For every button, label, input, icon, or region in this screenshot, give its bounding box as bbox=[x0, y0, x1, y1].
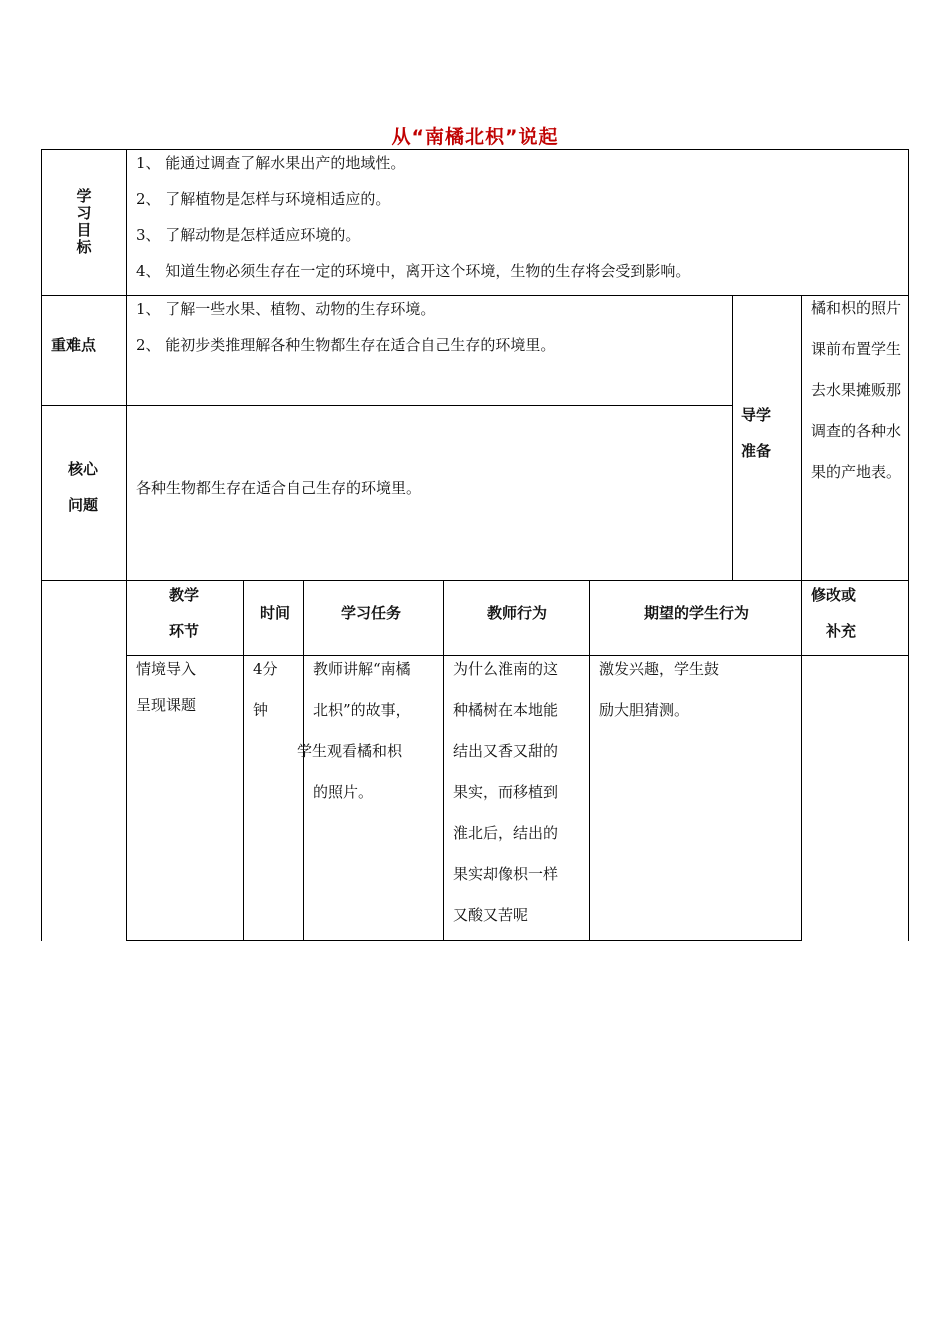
row-time: 钟 bbox=[253, 701, 269, 719]
row-teacher-line: 为什么淮南的这 bbox=[453, 660, 559, 678]
core-question-label: 问题 bbox=[68, 496, 99, 514]
row-teacher-line: 淮北后，结出的 bbox=[453, 824, 559, 842]
preparation-label: 准备 bbox=[741, 442, 772, 460]
objectives-label: 学习目标 bbox=[76, 187, 92, 256]
row-teacher-line: 果实却像枳一样 bbox=[453, 865, 559, 883]
core-question-text: 各种生物都生存在适合自己生存的环境里。 bbox=[136, 479, 422, 497]
row-student-line: 的照片。 bbox=[313, 783, 374, 801]
objective-item: 2、 了解植物是怎样与环境相适应的。 bbox=[136, 190, 391, 208]
core-question-label: 核心 bbox=[68, 460, 99, 478]
preparation-label: 导学 bbox=[741, 406, 772, 424]
key-point-item: 1、 了解一些水果、植物、动物的生存环境。 bbox=[136, 300, 436, 318]
objective-item: 3、 了解动物是怎样适应环境的。 bbox=[136, 226, 361, 244]
row-student-line: 学生观看橘和枳 bbox=[297, 742, 403, 760]
row-teacher-line: 结出又香又甜的 bbox=[453, 742, 559, 760]
header-teacher-actions: 教师行为 bbox=[487, 604, 548, 622]
row-teacher-line: 果实，而移植到 bbox=[453, 783, 559, 801]
row-stage: 情境导入 bbox=[136, 660, 197, 678]
row-teacher-line: 又酸又苦呢 bbox=[453, 906, 529, 924]
objective-item: 1、 能通过调查了解水果出产的地域性。 bbox=[136, 154, 406, 172]
header-notes: 补充 bbox=[826, 622, 857, 640]
header-student-tasks: 学习任务 bbox=[341, 604, 402, 622]
header-time: 时间 bbox=[260, 604, 291, 622]
page-title: 从“南橘北枳”说起 bbox=[391, 126, 559, 148]
objective-item: 4、 知道生物必须生存在一定的环境中，离开这个环境，生物的生存将会受到影响。 bbox=[136, 262, 691, 280]
key-point-item: 2、 能初步类推理解各种生物都生存在适合自己生存的环境里。 bbox=[136, 336, 556, 354]
header-expected-behavior: 期望的学生行为 bbox=[644, 604, 750, 622]
row-expected-line: 激发兴趣，学生鼓 bbox=[599, 660, 720, 678]
row-student-line: 北枳”的故事， bbox=[313, 701, 411, 719]
header-notes: 修改或 bbox=[811, 586, 857, 604]
row-expected-line: 励大胆猜测。 bbox=[599, 701, 690, 719]
row-teacher-line: 种橘树在本地能 bbox=[453, 701, 559, 719]
key-points-label: 重难点 bbox=[51, 336, 97, 354]
preparation-text: 橘和枳的照片 课前布置学生去水果摊贩那调查的各种水果的产地表。 bbox=[811, 299, 902, 481]
header-stage: 环节 bbox=[169, 622, 200, 640]
row-time: 4分 bbox=[253, 660, 278, 678]
row-student-line: 教师讲解“南橘 bbox=[313, 660, 411, 678]
header-stage: 教学 bbox=[169, 586, 200, 604]
row-stage: 呈现课题 bbox=[136, 696, 197, 714]
